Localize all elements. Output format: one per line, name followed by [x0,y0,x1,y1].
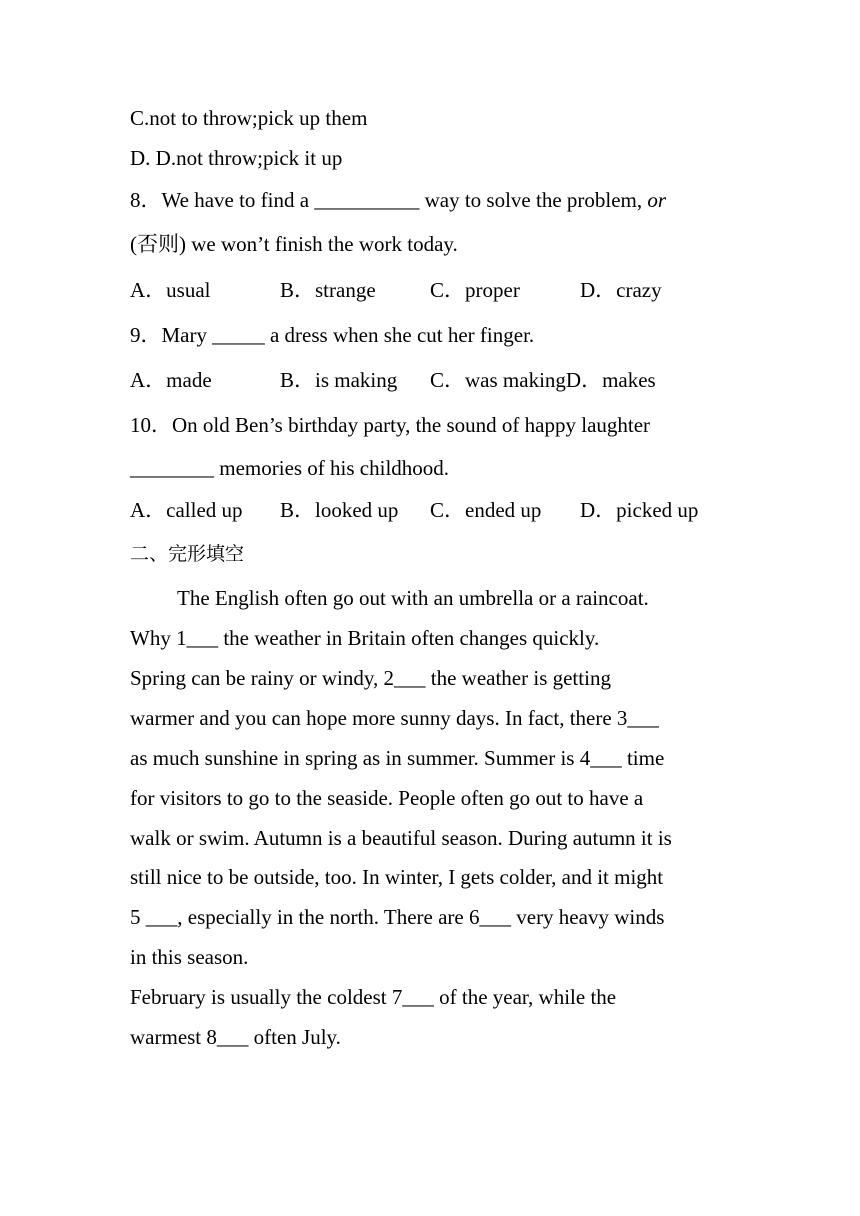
q10-options [130,498,698,522]
passage-line: still nice to be outside, too. In winter, I gets colder, and it might [130,865,664,889]
passage-line: warmer and you can hope more sunny days. In fact, there 3___ [130,706,659,730]
passage-line: February is usually the coldest 7___ of the year, while the [130,985,617,1009]
q8-option-d: D．crazy [580,278,662,302]
q10-option-b: B．looked up [280,498,399,522]
q9-option-d: D．makes [565,368,656,392]
passage-line: as much sunshine in spring as in summer. Summer is 4___ time [130,746,665,770]
passage-line: The English often go out with an umbrella or a raincoat. [177,586,649,610]
q7-option-d: D. D.not throw;pick it up [130,146,343,170]
q10-option-c: C．ended up [430,498,542,522]
q8-stem-line2: (否则) we won’t finish the work today. [130,232,458,256]
q9-options [130,368,656,392]
passage-line: Why 1___ the weather in Britain often changes quickly. [130,626,600,650]
q8-stem-italic: or [647,188,667,212]
q8-options [130,278,662,302]
q8-stem-line1 [130,188,666,212]
passage-line: Spring can be rainy or windy, 2___ the weather is getting [130,666,611,690]
q8-option-a: A．usual [130,278,211,302]
q9-option-c: C．was making [430,368,566,392]
passage-line: in this season. [130,945,249,969]
q10-option-a: A．called up [130,498,243,522]
passage-line: walk or swim. Autumn is a beautiful season. During autumn it is [130,826,672,850]
q10-stem-line2: ________ memories of his childhood. [130,456,450,480]
section-heading: 二、完形填空 [130,543,245,565]
q8-stem-text: 8．We have to find a __________ way to solve the problem, [130,188,648,212]
q7-option-c: C.not to throw;pick up them [130,106,368,130]
q9-stem: 9．Mary _____ a dress when she cut her finger. [130,323,535,347]
q9-option-b: B．is making [280,368,398,392]
q10-stem-line1: 10．On old Ben’s birthday party, the sound of happy laughter [130,413,651,437]
q8-option-c: C．proper [430,278,520,302]
q9-option-a: A．made [130,368,212,392]
passage-line: for visitors to go to the seaside. People often go out to have a [130,786,644,810]
passage-line: 5 ___, especially in the north. There are 6___ very heavy winds [130,905,665,929]
q8-option-b: B．strange [280,278,376,302]
q10-option-d: D．picked up [580,498,699,522]
passage-line: warmest 8___ often July. [130,1025,341,1049]
